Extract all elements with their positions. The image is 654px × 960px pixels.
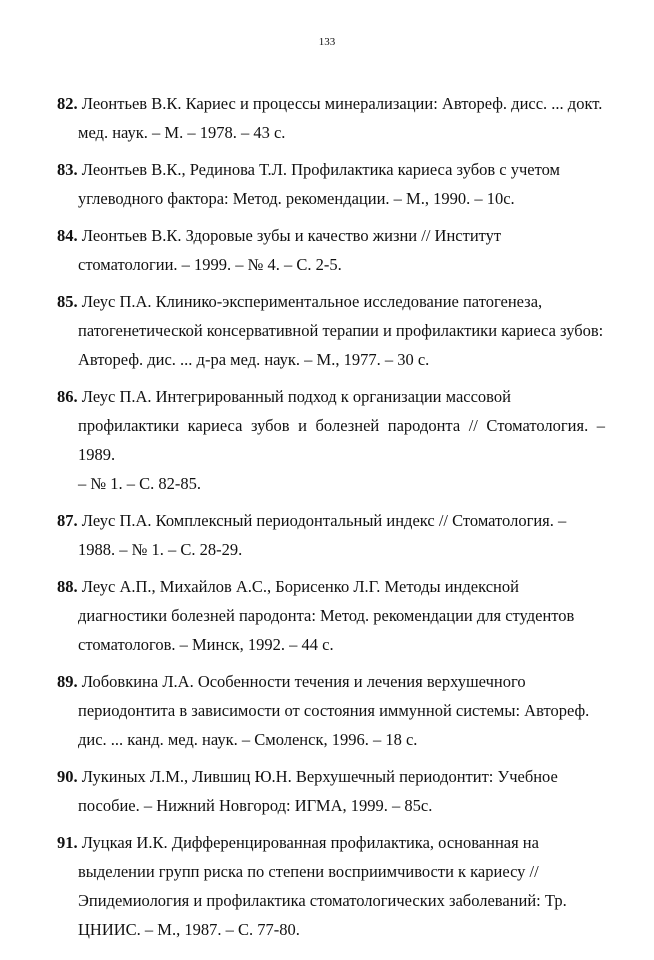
reference-number: 88.: [57, 577, 78, 596]
reference-number: 85.: [57, 292, 78, 311]
reference-text: Автореф. дис. ... д-ра мед. наук. – М., 1977. – 30 с.: [78, 350, 430, 369]
reference-text: Леус П.А. Комплексный периодонтальный индекс // Стоматология. –: [81, 511, 567, 530]
reference-text: Эпидемиология и профилактика стоматологических заболеваний: Тр.: [78, 891, 567, 910]
reference-number: 86.: [57, 387, 78, 406]
reference-item: [57, 382, 605, 498]
reference-item: [57, 155, 605, 213]
reference-text: выделении групп риска по степени восприимчивости к кариесу //: [78, 862, 539, 881]
reference-text: пособие. – Нижний Новгород: ИГМА, 1999. – 85с.: [78, 796, 433, 815]
reference-item: [57, 828, 605, 944]
reference-item: [57, 287, 605, 374]
reference-number: 91.: [57, 833, 78, 852]
reference-item: [57, 762, 605, 820]
page-number: 133: [318, 36, 336, 48]
reference-text: ЦНИИС. – М., 1987. – С. 77-80.: [78, 920, 300, 939]
reference-text: дис. ... канд. мед. наук. – Смоленск, 1996. – 18 с.: [78, 730, 418, 749]
reference-number: 82.: [57, 94, 78, 113]
reference-text: стоматологов. – Минск, 1992. – 44 с.: [78, 635, 334, 654]
reference-item: [57, 89, 605, 147]
reference-text: периодонтита в зависимости от состояния иммунной системы: Автореф.: [78, 701, 590, 720]
reference-item: [57, 221, 605, 279]
reference-text: мед. наук. – М. – 1978. – 43 с.: [78, 123, 286, 142]
reference-item: [57, 506, 605, 564]
reference-text: стоматологии. – 1999. – № 4. – С. 2-5.: [78, 255, 342, 274]
reference-list: [57, 89, 605, 952]
reference-text: Леус П.А. Клинико-экспериментальное исследование патогенеза,: [81, 292, 543, 311]
reference-text: Леонтьев В.К. Кариес и процессы минерализации: Автореф. дисс. ... докт.: [81, 94, 603, 113]
reference-text: Лукиных Л.М., Лившиц Ю.Н. Верхушечный периодонтит: Учебное: [81, 767, 558, 786]
reference-text: патогенетической консервативной терапии и профилактики кариеса зубов:: [78, 321, 604, 340]
reference-text: Леус П.А. Интегрированный подход к организации массовой: [81, 387, 511, 406]
reference-text: углеводного фактора: Метод. рекомендации. – М., 1990. – 10с.: [78, 189, 515, 208]
reference-text: диагностики болезней пародонта: Метод. рекомендации для студентов: [78, 606, 575, 625]
reference-number: 83.: [57, 160, 78, 179]
reference-text: Леонтьев В.К. Здоровые зубы и качество жизни // Институт: [81, 226, 502, 245]
reference-text: – № 1. – С. 82-85.: [78, 474, 201, 493]
reference-text: Луцкая И.К. Дифференцированная профилактика, основанная на: [81, 833, 539, 852]
reference-text: профилактики кариеса зубов и болезней пародонта // Стоматология. – 1989.: [78, 416, 605, 464]
reference-item: [57, 667, 605, 754]
reference-number: 87.: [57, 511, 78, 530]
reference-text: Лобовкина Л.А. Особенности течения и лечения верхушечного: [81, 672, 526, 691]
reference-item: [57, 572, 605, 659]
reference-number: 84.: [57, 226, 78, 245]
reference-number: 90.: [57, 767, 78, 786]
reference-number: 89.: [57, 672, 78, 691]
reference-text: Леонтьев В.К., Рединова Т.Л. Профилактика кариеса зубов с учетом: [81, 160, 560, 179]
reference-text: Леус А.П., Михайлов А.С., Борисенко Л.Г. Методы индексной: [81, 577, 519, 596]
reference-text: 1988. – № 1. – С. 28-29.: [78, 540, 243, 559]
